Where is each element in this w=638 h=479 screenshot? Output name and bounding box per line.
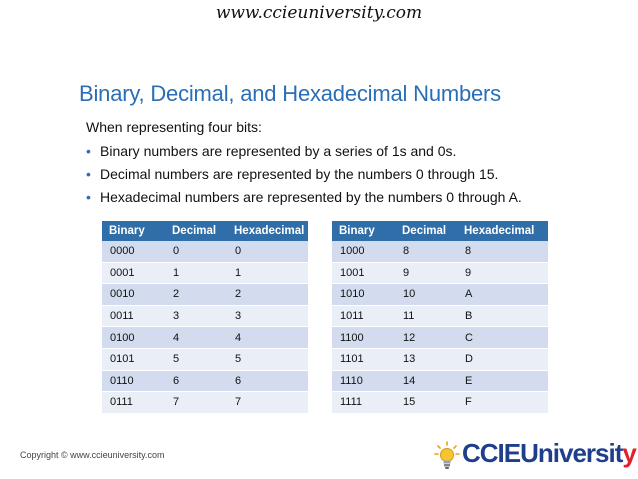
logo-text-university: Universit [520, 438, 623, 468]
cell-binary: 0110 [102, 371, 165, 393]
cell-hexadecimal: 8 [457, 241, 548, 263]
cell-decimal: 8 [395, 241, 457, 263]
column-header-decimal: Decimal [395, 221, 457, 241]
cell-decimal: 4 [165, 327, 227, 349]
cell-decimal: 1 [165, 263, 227, 285]
column-header-hexadecimal: Hexadecimal [227, 221, 308, 241]
cell-binary: 0100 [102, 327, 165, 349]
bullet-text: Decimal numbers are represented by the numbers 0 through 15. [100, 166, 499, 182]
table-header-row [332, 221, 548, 241]
logo-text-y: y [622, 438, 636, 468]
cell-hexadecimal: B [457, 306, 548, 328]
cell-decimal: 11 [395, 306, 457, 328]
cell-hexadecimal: A [457, 284, 548, 306]
cell-decimal: 9 [395, 263, 457, 285]
cell-decimal: 6 [165, 371, 227, 393]
table-row [102, 392, 308, 414]
cell-hexadecimal: 1 [227, 263, 308, 285]
table-row [102, 241, 308, 263]
cell-hexadecimal: 9 [457, 263, 548, 285]
cell-decimal: 10 [395, 284, 457, 306]
cell-binary: 0101 [102, 349, 165, 371]
slide-title: Binary, Decimal, and Hexadecimal Numbers [79, 81, 501, 106]
cell-binary: 0011 [102, 306, 165, 328]
cell-decimal: 7 [165, 392, 227, 414]
cell-decimal: 2 [165, 284, 227, 306]
logo-text-ccie: CCIE [462, 438, 521, 468]
bullet-item [86, 140, 522, 163]
copyright-text: Copyright © www.ccieuniversity.com [20, 450, 165, 460]
ccie-university-logo [434, 437, 636, 473]
bullet-text: Binary numbers are represented by a series of 1s and 0s. [100, 143, 457, 159]
table-row [102, 284, 308, 306]
cell-hexadecimal: D [457, 349, 548, 371]
cell-hexadecimal: 0 [227, 241, 308, 263]
cell-hexadecimal: 6 [227, 371, 308, 393]
conversion-table-left [102, 221, 308, 414]
bullet-dot-icon: • [86, 143, 91, 159]
cell-hexadecimal: 7 [227, 392, 308, 414]
cell-binary: 1011 [332, 306, 395, 328]
table-row [102, 263, 308, 285]
table-row [332, 327, 548, 349]
intro-text: When representing four bits: [86, 119, 262, 135]
cell-binary: 0111 [102, 392, 165, 414]
cell-binary: 0000 [102, 241, 165, 263]
cell-binary: 1000 [332, 241, 395, 263]
cell-hexadecimal: 4 [227, 327, 308, 349]
table-body [332, 241, 548, 414]
bullet-list [86, 140, 522, 209]
table-row [332, 392, 548, 414]
table-row [102, 371, 308, 393]
cell-decimal: 15 [395, 392, 457, 414]
bullet-dot-icon: • [86, 166, 91, 182]
cell-decimal: 12 [395, 327, 457, 349]
cell-binary: 0001 [102, 263, 165, 285]
bullet-item [86, 186, 522, 209]
cell-hexadecimal: E [457, 371, 548, 393]
table-row [102, 327, 308, 349]
table-header-row [102, 221, 308, 241]
cell-decimal: 5 [165, 349, 227, 371]
cell-hexadecimal: 5 [227, 349, 308, 371]
site-url: www.ccieuniversity.com [215, 3, 423, 23]
column-header-binary: Binary [332, 221, 395, 241]
cell-decimal: 13 [395, 349, 457, 371]
table-row [332, 263, 548, 285]
table-row [332, 371, 548, 393]
cell-binary: 0010 [102, 284, 165, 306]
table-row [332, 284, 548, 306]
bullet-dot-icon: • [86, 189, 91, 205]
bullet-item [86, 163, 522, 186]
cell-binary: 1001 [332, 263, 395, 285]
table-row [332, 349, 548, 371]
table-row [332, 241, 548, 263]
table-row [332, 306, 548, 328]
cell-hexadecimal: 3 [227, 306, 308, 328]
cell-hexadecimal: C [457, 327, 548, 349]
cell-decimal: 0 [165, 241, 227, 263]
cell-binary: 1110 [332, 371, 395, 393]
cell-hexadecimal: F [457, 392, 548, 414]
cell-binary: 1101 [332, 349, 395, 371]
cell-decimal: 14 [395, 371, 457, 393]
column-header-hexadecimal: Hexadecimal [457, 221, 548, 241]
lightbulb-icon [434, 441, 460, 471]
cell-hexadecimal: 2 [227, 284, 308, 306]
cell-decimal: 3 [165, 306, 227, 328]
cell-binary: 1100 [332, 327, 395, 349]
column-header-decimal: Decimal [165, 221, 227, 241]
table-row [102, 349, 308, 371]
conversion-table-right [332, 221, 548, 414]
column-header-binary: Binary [102, 221, 165, 241]
table-row [102, 306, 308, 328]
cell-binary: 1111 [332, 392, 395, 414]
table-body [102, 241, 308, 414]
logo-wordmark [462, 438, 636, 469]
bullet-text: Hexadecimal numbers are represented by the numbers 0 through A. [100, 189, 522, 205]
cell-binary: 1010 [332, 284, 395, 306]
